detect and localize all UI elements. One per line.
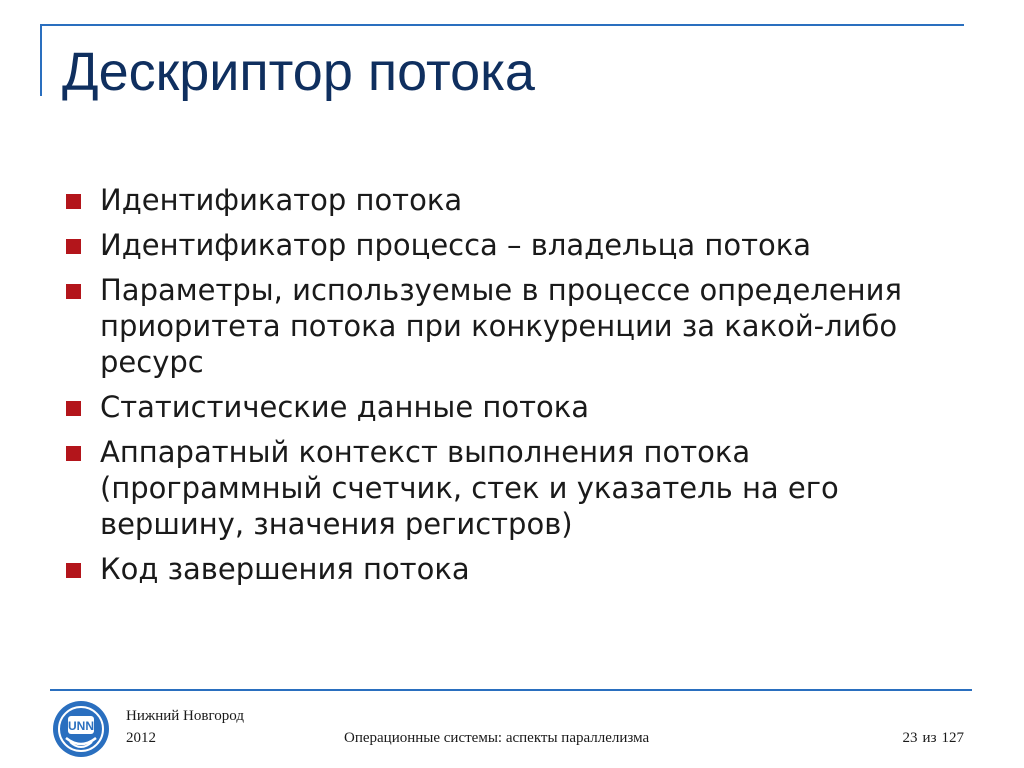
slide-title: Дескриптор потока: [62, 42, 535, 102]
square-bullet-icon: [66, 401, 81, 416]
page-number: [903, 730, 964, 747]
frame-top-rule: [40, 24, 964, 26]
bullet-text: Аппаратный контекст выполнения потока (программный счетчик, стек и указатель на его вершину, значения регистров): [100, 435, 839, 541]
footer-year: 2012: [126, 730, 156, 746]
page-current: 23: [902, 730, 918, 746]
page-total: 127: [941, 730, 964, 746]
bullet-text: Параметры, используемые в процессе определения приоритета потока при конкуренции за какой-либо ресурс: [100, 273, 902, 379]
frame-left-rule: [40, 24, 42, 96]
bullet-item: [62, 272, 962, 380]
bullet-item: [62, 389, 962, 425]
bullet-item: [62, 227, 962, 263]
square-bullet-icon: [66, 239, 81, 254]
bullet-item: [62, 551, 962, 587]
bullet-text: Статистические данные потока: [100, 390, 590, 424]
page-separator: из: [922, 730, 937, 746]
bullet-list: [62, 182, 962, 596]
bullet-text: Идентификатор потока: [100, 183, 463, 217]
footer-course-title: Операционные системы: аспекты параллелизма: [344, 730, 650, 746]
square-bullet-icon: [66, 284, 81, 299]
bullet-text: Идентификатор процесса – владельца потока: [100, 228, 812, 262]
bullet-text: Код завершения потока: [100, 552, 470, 586]
square-bullet-icon: [66, 446, 81, 461]
bullet-item: [62, 434, 962, 542]
footer-city: Нижний Новгород: [126, 708, 244, 724]
square-bullet-icon: [66, 563, 81, 578]
footer-rule: [50, 689, 972, 691]
square-bullet-icon: [66, 194, 81, 209]
logo-text: UNN: [68, 719, 94, 733]
unn-logo-icon: [52, 700, 110, 758]
bullet-item: [62, 182, 962, 218]
